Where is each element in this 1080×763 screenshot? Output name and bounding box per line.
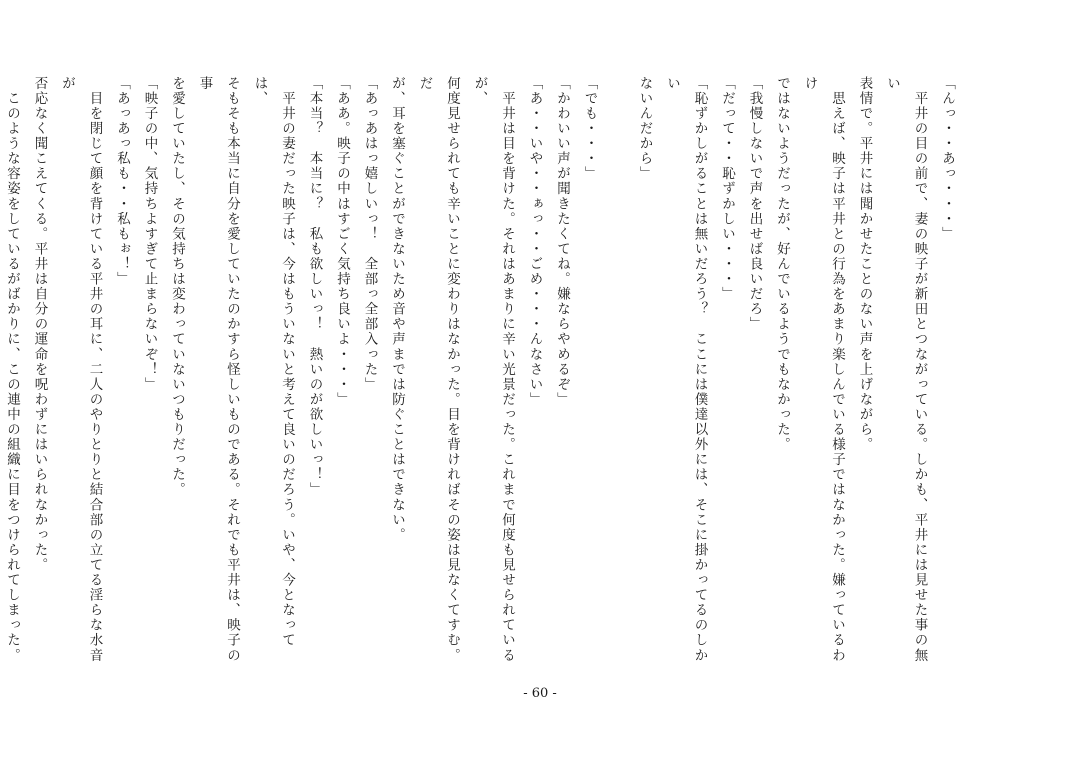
text-line: ではないようだったが、好んでいるようでもなかった。: [774, 76, 790, 453]
text-line: 「あっあはっ嬉しいっ！ 全部っ全部入った」: [361, 76, 378, 393]
text-line: を愛していたし、その気持ちは変わっていないつもりだった。: [169, 76, 185, 498]
text-line: 「ああ。映子の中はすごく気持ち良いよ・・・」: [334, 76, 350, 408]
text-line: このような容姿をしているがばかりに、この連中の組織に目をつけられてしまった。: [4, 76, 20, 663]
vertical-text-body: [0, 76, 960, 676]
text-line: 表情で。平井には聞かせたことのない声を上げながら。: [856, 76, 873, 453]
text-line: 「映子の中、気持ちよすぎて止まらないぞ！」: [141, 76, 158, 393]
text-line: そもそも本当に自分を愛していたのかすら怪しいものである。それでも平井は、映子の事: [196, 76, 240, 663]
text-line: 平井は目を背けた。それはあまりに辛い光景だった。これまで何度も見せられているが、: [471, 76, 515, 663]
text-line: 思えば、映子は平井との行為をあまり楽しんでいる様子ではなかった。嫌っているわけ: [801, 76, 845, 663]
text-line: 「あ・・いや・・ぁっ・・ごめ・・・んなさい」: [526, 76, 543, 408]
text-line: 「我慢しないで声を出せば良いだろ」: [746, 76, 763, 332]
text-line: 「んっ・・あっ・・・」: [939, 76, 955, 242]
text-line: 「でも・・・」: [581, 76, 598, 182]
text-line: ないんだから」: [636, 76, 653, 182]
page-number: - 60 -: [523, 686, 557, 701]
text-line: 「あっあっ私も・・私もぉ！」: [114, 76, 130, 287]
text-line: 「恥ずかしがることは無いだろう？ ここには僕達以外には、そこに掛かってるのしかい: [664, 76, 708, 663]
blank-line: [603, 76, 631, 676]
text-line: が、耳を塞ぐことができないため音や声までは防ぐことはできない。: [389, 76, 405, 543]
text-line: 否応なく聞こえてくる。平井は自分の運命を呪わずにはいられなかった。: [31, 76, 48, 573]
text-line: 「本当？ 本当に？ 私も欲しいっ！ 熱いのが欲しいっ！」: [306, 76, 323, 498]
text-line: 目を閉じて顔を背けている平井の耳に、二人のやりとりと結合部の立てる淫らな水音が: [59, 76, 103, 663]
text-line: 「だって・・恥ずかしい・・・」: [719, 76, 735, 302]
text-line: 平井の妻だった映子は、今はもういないと考えて良いのだろう。いや、今となっては、: [251, 76, 295, 648]
text-line: 何度見せられても辛いことに変わりはなかった。目を背ければその姿は見なくてすむ。だ: [416, 76, 460, 663]
text-line: 平井の目の前で、妻の映子が新田とつながっている。しかも、平井には見せた事の無い: [884, 76, 928, 663]
text-line: 「かわいい声が聞きたくてね。嫌ならやめるぞ」: [554, 76, 570, 408]
